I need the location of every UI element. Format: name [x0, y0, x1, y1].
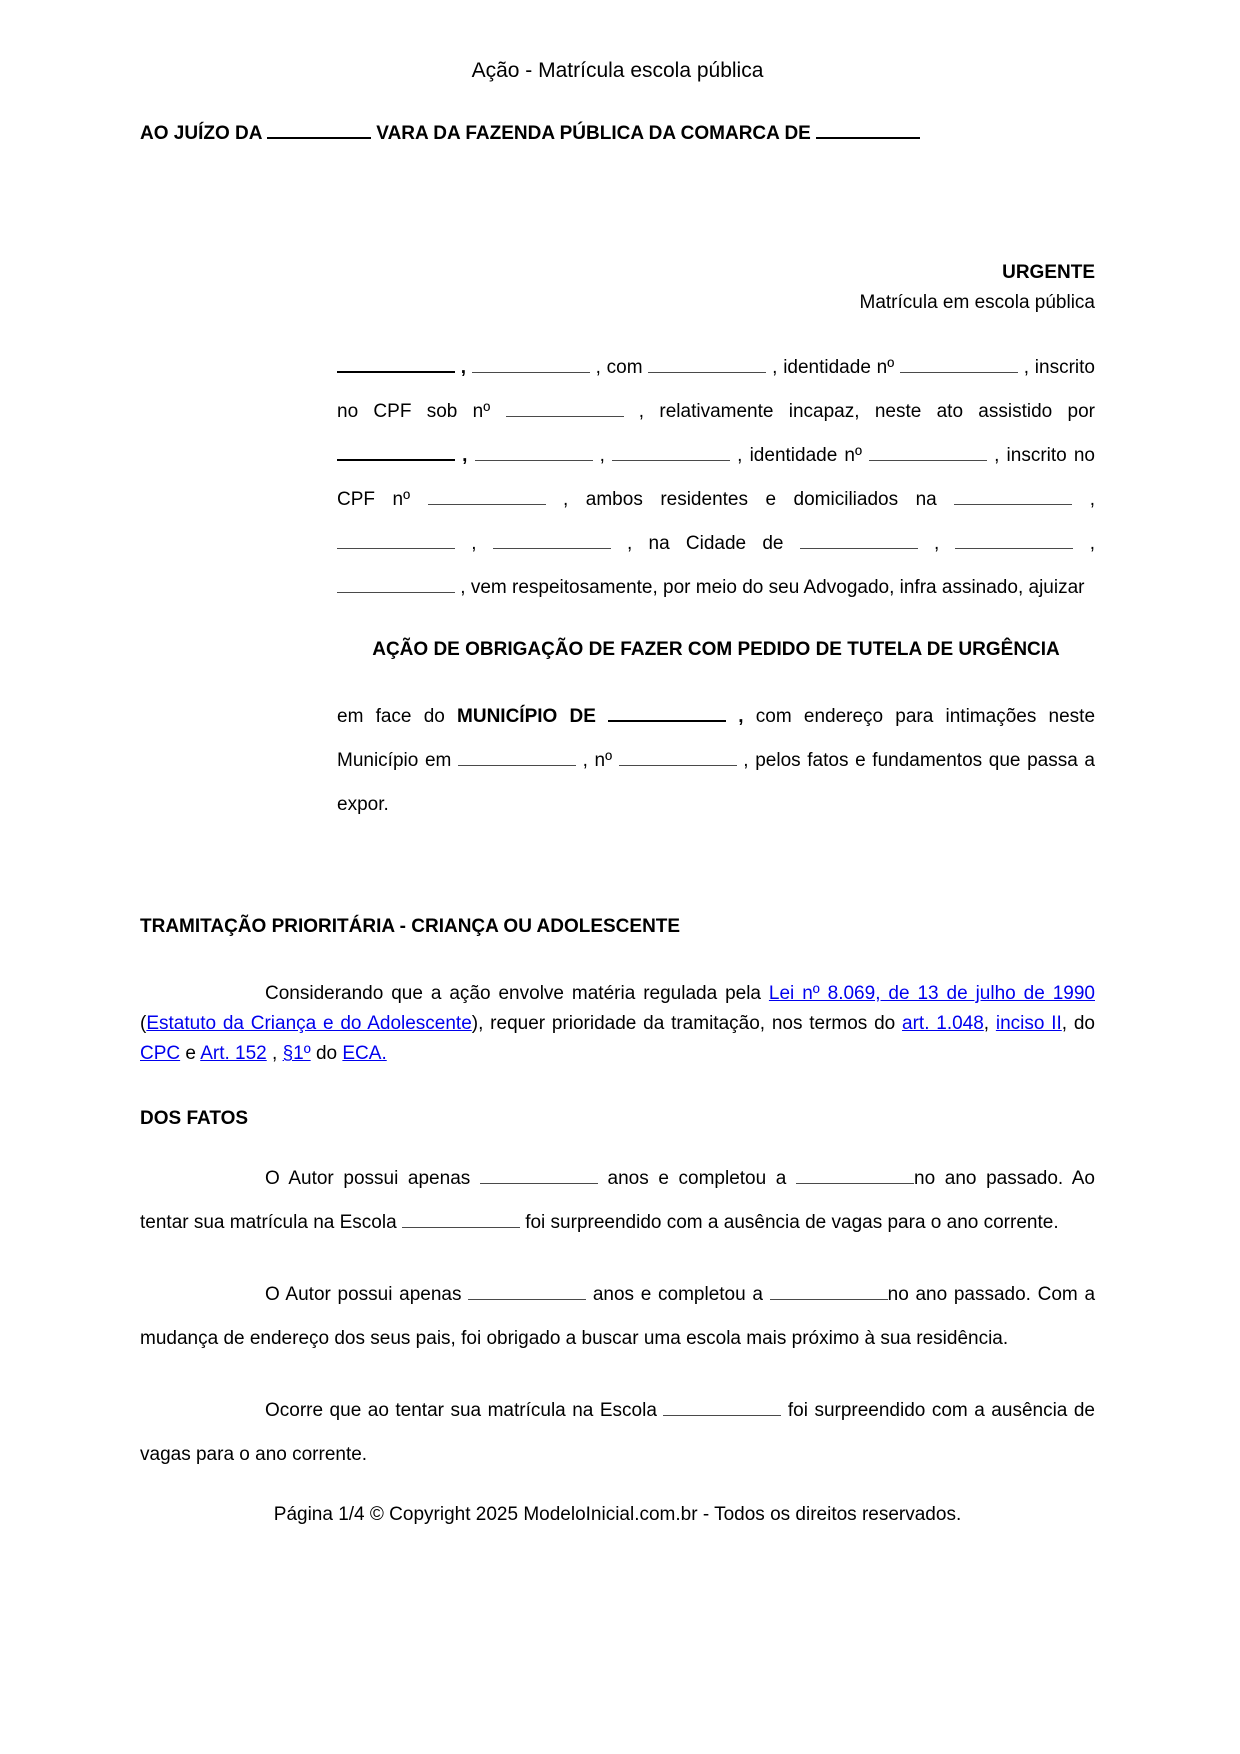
- bold-text: ,: [455, 357, 472, 378]
- blank-field: [480, 1178, 598, 1184]
- legal-reference-link[interactable]: inciso II: [995, 1013, 1062, 1034]
- blank-field: [954, 499, 1072, 505]
- blank-field: [337, 587, 455, 593]
- blank-field: [800, 543, 918, 549]
- facts-paragraph-2: O Autor possui apenas anos e completou a no ano passado. Com a mudança de endereço dos seus pais, foi obrigado a buscar uma escola mais próximo à sua residência.: [140, 1284, 1096, 1349]
- blank-field: [648, 367, 766, 373]
- blank-field: [619, 760, 737, 766]
- blank-field: [428, 499, 546, 505]
- legal-reference-link[interactable]: art. 1.048: [902, 1013, 984, 1034]
- blank-field: [663, 1410, 781, 1416]
- blank-field: [493, 543, 611, 549]
- blank-field: [869, 455, 987, 461]
- blank-field: [267, 132, 371, 139]
- legal-reference-link[interactable]: §1º: [282, 1043, 311, 1064]
- legal-reference-link[interactable]: Lei nº 8.069, de 13 de julho de 1990: [768, 983, 1095, 1004]
- priority-paragraph: Considerando que a ação envolve matéria regulada pela Lei nº 8.069, de 13 de julho de 1990 (Estatuto da Criança e do Adolescente), requer prioridade da tramitação, nos termos do art. 1.048, inciso II, do CPC e Art. 152 , §1º do ECA.: [140, 983, 1095, 1064]
- legal-reference-link[interactable]: CPC: [140, 1043, 181, 1064]
- bold-text: ,: [455, 445, 475, 466]
- court-addressing-line: AO JUÍZO DA VARA DA FAZENDA PÚBLICA DA COMARCA DE: [140, 122, 1095, 146]
- urgency-block: [140, 258, 1095, 318]
- blank-field: [816, 132, 920, 139]
- blank-field: [402, 1222, 520, 1228]
- urgency-subtitle: Matrícula em escola pública: [859, 292, 1095, 313]
- blank-field: [608, 715, 726, 722]
- priority-section-heading: TRAMITAÇÃO PRIORITÁRIA - CRIANÇA OU ADOLESCENTE: [140, 916, 681, 937]
- document-title: Ação - Matrícula escola pública: [471, 59, 764, 82]
- blank-field: [337, 454, 455, 461]
- blank-field: [770, 1294, 888, 1300]
- bold-text: ,: [726, 706, 744, 727]
- bold-text: MUNICÍPIO DE: [457, 706, 609, 727]
- legal-reference-link[interactable]: ECA.: [342, 1043, 387, 1064]
- facts-paragraph-1: O Autor possui apenas anos e completou a no ano passado. Ao tentar sua matrícula na Escola foi surpreendido com a ausência de vagas para o ano corrente.: [140, 1168, 1096, 1233]
- blank-field: [472, 367, 590, 373]
- facts-section-heading: DOS FATOS: [140, 1108, 249, 1129]
- page-footer: Página 1/4 © Copyright 2025 ModeloInicial.com.br - Todos os direitos reservados.: [273, 1504, 962, 1525]
- blank-field: [337, 543, 455, 549]
- blank-field: [506, 411, 624, 417]
- action-heading: AÇÃO DE OBRIGAÇÃO DE FAZER COM PEDIDO DE TUTELA DE URGÊNCIA: [372, 639, 1060, 660]
- defendant-paragraph: em face do MUNICÍPIO DE , com endereço para intimações neste Município em , nº , pelos fatos e fundamentos que passa a expor.: [337, 706, 1096, 815]
- blank-field: [458, 760, 576, 766]
- blank-field: [955, 543, 1073, 549]
- urgent-label: URGENTE: [1002, 262, 1095, 283]
- blank-field: [900, 367, 1018, 373]
- blank-field: [337, 366, 455, 373]
- legal-reference-link[interactable]: Estatuto da Criança e do Adolescente: [146, 1013, 472, 1034]
- blank-field: [475, 455, 593, 461]
- plaintiff-qualification-paragraph: , , com , identidade nº , inscrito no CPF sob nº , relativamente incapaz, neste ato assistido por , , , identidade nº , inscrito no CPF nº , ambos residentes e domiciliados na , , , na Cidade de , , , vem respeitosamente, por meio do seu Advogado, infra assinado, ajuizar: [337, 357, 1096, 598]
- blank-field: [796, 1178, 914, 1184]
- legal-reference-link[interactable]: Art. 152: [200, 1043, 267, 1064]
- blank-field: [612, 455, 730, 461]
- facts-paragraph-3: Ocorre que ao tentar sua matrícula na Escola foi surpreendido com a ausência de vagas para o ano corrente.: [140, 1400, 1095, 1465]
- blank-field: [468, 1294, 586, 1300]
